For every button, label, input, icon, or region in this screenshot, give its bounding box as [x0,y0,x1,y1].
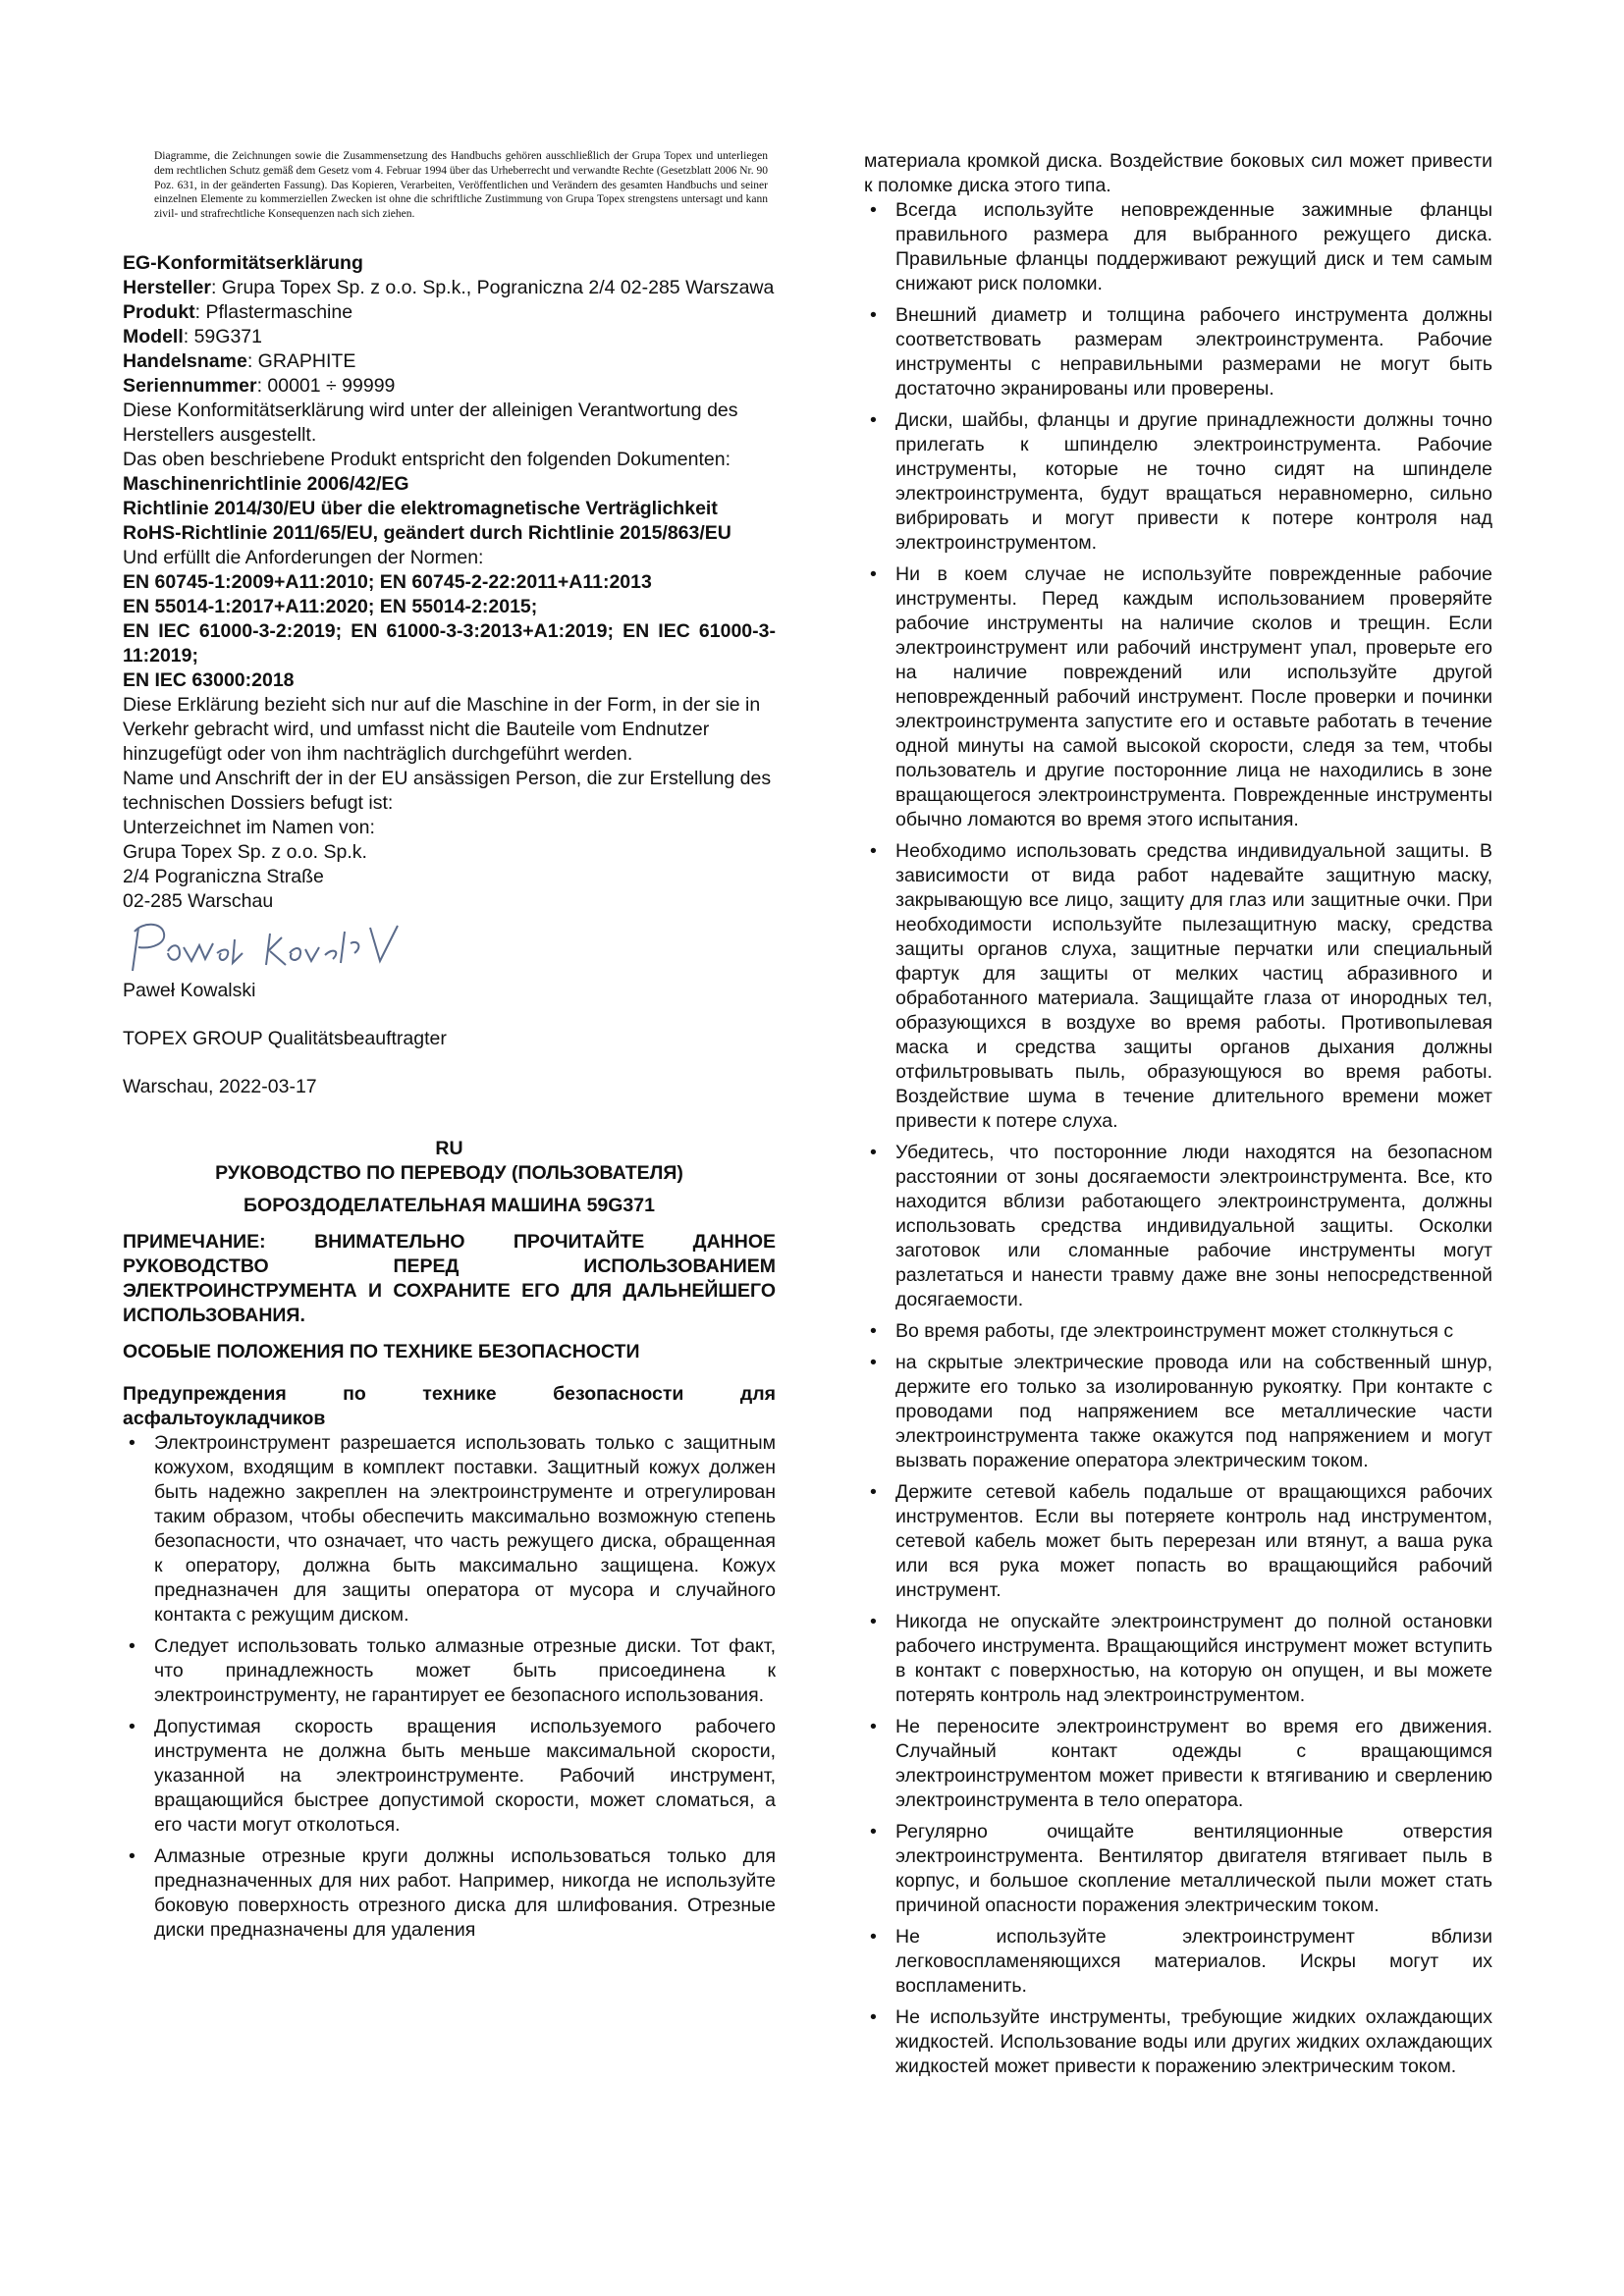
address-line-1: Grupa Topex Sp. z o.o. Sp.k. [123,840,367,863]
list-item: • на скрытые электрические провода или на собственный шнур, держите его только за изолированную рукоятку. При контакте с проводами под напряжением все металлические части электроинструмента также окажутся под напряжением и могут вызвать поражение оператора электрическим током. [864,1351,1492,1473]
manufacturer-label: Hersteller [123,276,211,298]
list-item: • Следует использовать только алмазные отрезные диски. Тот факт, что принадлежность может быть присоединена к электроинструменту, не гарантирует ее безопасного использования. [123,1634,776,1708]
manual-title: РУКОВОДСТВО ПО ПЕРЕВОДУ (ПОЛЬЗОВАТЕЛЯ) [215,1161,683,1184]
norm-4: EN IEC 63000:2018 [123,668,295,691]
serial-line [123,374,776,399]
language-code: RU [435,1137,463,1159]
signer-role: TOPEX GROUP Qualitätsbeauftragter [123,1027,447,1049]
address-line-3: 02-285 Warschau [123,889,274,912]
manufacturer-line [123,276,776,300]
machine-title: БОРОЗДОДЕЛАТЕЛЬНАЯ МАШИНА 59G371 [244,1194,655,1216]
list-item: • Внешний диаметр и толщина рабочего инструмента должны соответствовать размерам электроинструмента. Рабочие инструменты с неправильными размерами не могут быть достаточно экранированы или проверены. [864,303,1492,401]
authorized-person-text: Name und Anschrift der in der EU ansässigen Person, die zur Erstellung des technischen Dossiers befugt ist: [123,767,772,814]
product-label: Produkt [123,300,195,323]
list-item: • Во время работы, где электроинструмент может столкнуться с [864,1319,1492,1344]
model-value: : 59G371 [183,325,262,347]
copyright-note: Diagramme, die Zeichnungen sowie die Zusammensetzung des Handbuchs gehören ausschließlich der Grupa Topex und unterliegen dem rechtlichen Schutz gemäß dem Gesetz vom 4. Februar 1994 über das Urheberrecht und verwandte Rechte (Gesetzblatt 2006 Nr. 90 Poz. 631, in der geänderten Fassung). Das Kopieren, Verarbeiten, Veröffentlichen und Verändern des gesamten Handbuchs und seiner einzelnen Elemente zu kommerziellen Zwecken ist ohne die schriftliche Zustimmung von Grupa Topex strengstens untersagt und kann zivil- und strafrechtliche Konsequenzen nach sich ziehen. [154,150,768,221]
warnings-heading: Предупреждения по технике безопасности для асфальтоукладчиков [123,1382,776,1429]
list-item: • Алмазные отрезные круги должны использоваться только для предназначенных для них работ. Например, никогда не используйте боковую поверхность отрезного диска для шлифования. Отрезные диски предназначены для удаления [123,1844,776,1943]
right-column [864,149,1492,2086]
complies-text: Das oben beschriebene Produkt entspricht den folgenden Dokumenten: [123,448,731,470]
directive-rohs: RoHS-Richtlinie 2011/65/EU, geändert durch Richtlinie 2015/863/EU [123,521,731,544]
serial-value: : 00001 ÷ 99999 [256,374,396,397]
norm-2: EN 55014-1:2017+A11:2020; EN 55014-2:2015; [123,595,538,617]
signature-graphic [123,914,457,979]
list-item: • Диски, шайбы, фланцы и другие принадлежности должны точно прилегать к шпинделю электроинструмента. Рабочие инструменты, которые не точно сидят на шпинделе электроинструмента, будут вращаться неравномерно, сильно вибрировать и могут привести к потере контроля над электроинструментом. [864,408,1492,556]
list-item: • Необходимо использовать средства индивидуальной защиты. В зависимости от вида работ надевайте защитную маску, закрывающую все лицо, защиту для глаз или защитные очки. При необходимости используйте пылезащитную маску, средства защиты органов слуха, защитные перчатки или специальный фартук для защиты от мелких частиц абразивного и обработанного материала. Защищайте глаза от инородных тел, образующихся в воздухе во время работы. Противопылевая маска и средства защиты органов дыхания должны отфильтровывать пыль, образующуюся во время работы. Воздействие шума в течение длительного времени может привести к потере слуха. [864,839,1492,1134]
list-item: • Всегда используйте неповрежденные зажимные фланцы правильного размера для выбранного режущего диска. Правильные фланцы поддерживают режущий диск и тем самым снижают риск поломки. [864,198,1492,296]
product-value: : Pflastermaschine [194,300,353,323]
list-item: • Не переносите электроинструмент во время его движения. Случайный контакт одежды с вращающимся электроинструментом может привести к втягиванию и сверлению электроинструмента в тело оператора. [864,1715,1492,1813]
declaration-title: EG-Konformitätserklärung [123,251,363,274]
list-item: • Убедитесь, что посторонние люди находятся на безопасном расстоянии от зоны досягаемости электроинструмента. Все, кто находится вблизи работающего электроинструмента, должны использовать средства индивидуальной защиты. Осколки заготовок или сломанные рабочие инструменты могут разлетаться и нанести травму даже вне зоны непосредственной досягаемости. [864,1141,1492,1312]
list-item: • Регулярно очищайте вентиляционные отверстия электроинструмента. Вентилятор двигателя втягивает пыль в корпус, и большое скопление металлической пыли может стать причиной опасности поражения электрическим током. [864,1820,1492,1918]
list-item: • Ни в коем случае не используйте поврежденные рабочие инструменты. Перед каждым использованием проверяйте рабочие инструменты на наличие сколов и трещин. Если электроинструмент или рабочий инструмент упал, проверьте его на наличие повреждений или используйте другой неповрежденный рабочий инструмент. После проверки и починки электроинструмента запустите его и оставьте работать в течение одной минуты на самой высокой скорости, следя за тем, чтобы пользователь и другие посторонние лица не находились в зоне вращающегося электроинструмента. Поврежденные инструменты обычно ломаются во время этого испытания. [864,562,1492,832]
directive-emc: Richtlinie 2014/30/EU über die elektromagnetische Verträglichkeit [123,497,718,519]
trade-name-line [123,349,776,374]
list-item: • Электроинструмент разрешается использовать только с защитным кожухом, входящим в комплект поставки. Защитный кожух должен быть надежно закреплен на электроинструменте и отрегулирован таким образом, чтобы обеспечить максимально возможную степень безопасности, что означает, что часть режущего диска, обращенная к оператору, должна быть максимально защищена. Кожух предназначен для защиты оператора от мусора и случайного контакта с режущим диском. [123,1431,776,1628]
read-manual-note: ПРИМЕЧАНИЕ: ВНИМАТЕЛЬНО ПРОЧИТАЙТЕ ДАННОЕ РУКОВОДСТВО ПЕРЕД ИСПОЛЬЗОВАНИЕМ ЭЛЕКТРОИНСТРУМЕНТА И СОХРАНИТЕ ЕГО ДЛЯ ДАЛЬНЕЙШЕГО ИСПОЛЬЗОВАНИЯ. [123,1230,776,1326]
address-line-2: 2/4 Pograniczna Straße [123,865,324,887]
model-line [123,325,776,349]
left-column [123,149,776,1949]
product-line [123,300,776,325]
right-warning-list [864,198,1492,2079]
manufacturer-value: : Grupa Topex Sp. z o.o. Sp.k., Pograniczna 2/4 02-285 Warszawa [210,276,775,298]
left-warning-list [123,1431,776,1943]
trade-label: Handelsname [123,349,247,372]
sole-responsibility: Diese Konformitätserklärung wird unter der alleinigen Verantwortung des Herstellers ausgestellt. [123,399,738,446]
list-item: • Никогда не опускайте электроинструмент до полной остановки рабочего инструмента. Вращающийся инструмент может вступить в контакт с поверхностью, на которую он опущен, и вы можете потерять контроль над электроинструментом. [864,1610,1492,1708]
list-item: • Держите сетевой кабель подальше от вращающихся рабочих инструментов. Если вы потеряете контроль над инструментом, сетевой кабель может быть перерезан или втянут, а ваша рука или вся рука может попасть во вращающийся рабочий инструмент. [864,1480,1492,1603]
norms-intro: Und erfüllt die Anforderungen der Normen: [123,546,484,568]
list-item: • Допустимая скорость вращения используемого рабочего инструмента не должна быть меньше максимальной скорости, указанной на электроинструменте. Рабочий инструмент, вращающийся быстрее допустимой скорости, может сломаться, а его части могут отколоться. [123,1715,776,1838]
signed-on-behalf: Unterzeichnet im Namen von: [123,816,375,838]
model-label: Modell [123,325,184,347]
list-item: • Не используйте электроинструмент вблизи легковоспламеняющихся материалов. Искры могут их воспламенить. [864,1925,1492,1999]
norm-1: EN 60745-1:2009+A11:2010; EN 60745-2-22:2011+A11:2013 [123,570,652,593]
serial-label: Seriennummer [123,374,257,397]
scope-text: Diese Erklärung bezieht sich nur auf die Maschine in der Form, in der sie in Verkehr gebracht wird, und umfasst nicht die Bauteile vom Endnutzer hinzugefügt oder von ihm nachträglich durchgeführt werden. [123,693,761,765]
signature [123,914,776,979]
continuation-text: материала кромкой диска. Воздействие боковых сил может привести к поломке диска этого типа. [864,150,1492,196]
safety-heading: ОСОБЫЕ ПОЛОЖЕНИЯ ПО ТЕХНИКЕ БЕЗОПАСНОСТИ [123,1340,640,1362]
list-item: • Не используйте инструменты, требующие жидких охлаждающих жидкостей. Использование воды или других жидких охлаждающих жидкостей может привести к поражению электрическим током. [864,2005,1492,2079]
trade-value: : GRAPHITE [246,349,356,372]
place-date: Warschau, 2022-03-17 [123,1075,317,1097]
signer-name: Paweł Kowalski [123,979,256,1001]
norm-3: EN IEC 61000-3-2:2019; EN 61000-3-3:2013+A1:2019; EN IEC 61000-3-11:2019; [123,619,776,667]
directive-machinery: Maschinenrichtlinie 2006/42/EG [123,472,409,495]
